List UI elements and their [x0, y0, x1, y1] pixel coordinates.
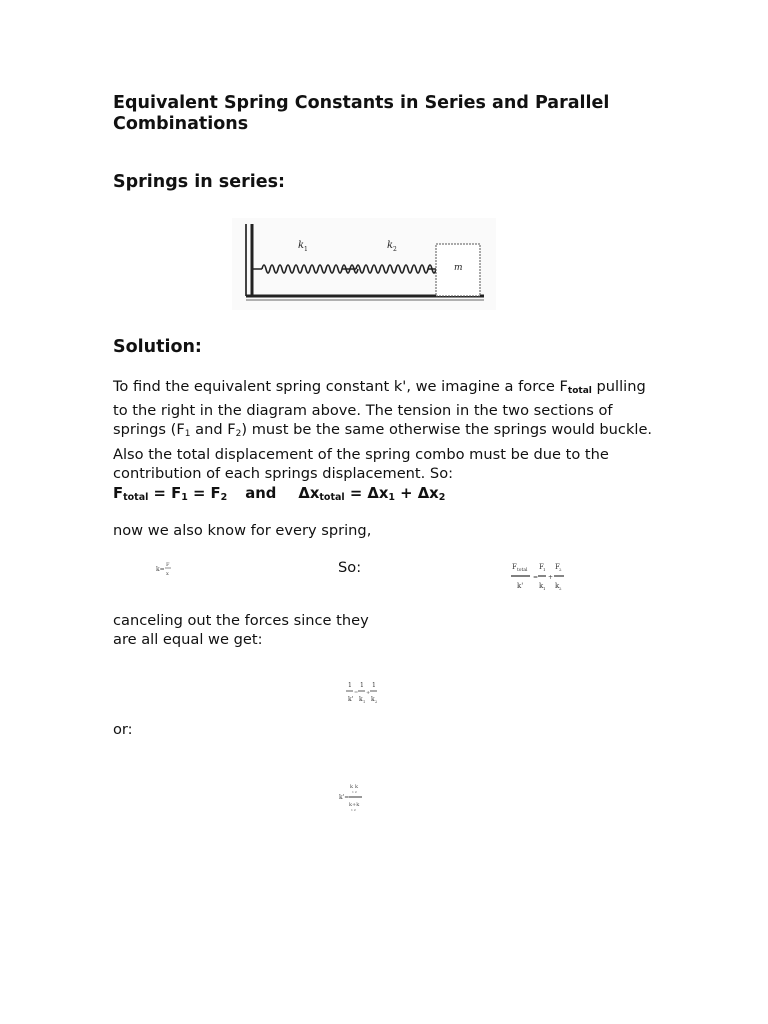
svg-text:=: = [354, 690, 359, 696]
svg-text:1: 1 [360, 682, 364, 689]
svg-text:1 2: 1 2 [351, 808, 356, 812]
svg-text:k: k [350, 784, 354, 790]
svg-text:=: = [533, 574, 539, 581]
paragraph-sub-2: 2 [235, 429, 242, 440]
canceling-text-line-1: canceling out the forces since they [113, 612, 369, 629]
svg-text:1: 1 [543, 567, 546, 572]
svg-text:1: 1 [372, 682, 376, 689]
svg-text:total: total [517, 568, 528, 573]
hooke-law-formula-image [155, 558, 179, 580]
and-word: and [245, 485, 277, 502]
paragraph-text-4: ) must be the same otherwise the springs would buckle. Also the total displacement of the spring combo must be due to the contribution of each springs displacement. So: [113, 421, 653, 482]
svg-text:k: k [555, 582, 560, 590]
svg-text:F: F [555, 563, 560, 571]
or-label: or: [113, 721, 133, 738]
series-displacement-formula-image [508, 556, 570, 598]
svg-text:k: k [359, 696, 363, 703]
paragraph-text-1: To find the equivalent spring constant k', we imagine a force F [113, 378, 568, 395]
svg-text:F: F [166, 562, 170, 568]
svg-text:k+k: k+k [349, 802, 360, 808]
svg-text:k': k' [348, 696, 354, 703]
section-heading-solution: Solution: [113, 337, 202, 357]
canceling-text-line-2: are all equal we get: [113, 631, 263, 648]
springs-diagram [232, 218, 496, 310]
svg-text:F: F [539, 563, 544, 571]
svg-text:k=: k= [156, 566, 165, 573]
force-displacement-equation: $F_{total} = F_1 = F_2$ and $\Delta x_{total} = \Delta x_1 + \Delta x_2$ [113, 485, 446, 503]
paragraph-text-3: and F [190, 421, 236, 439]
svg-text:+: + [366, 690, 371, 696]
svg-text:x: x [166, 571, 169, 577]
section-heading-series: Springs in series: [113, 172, 286, 192]
svg-text:k: k [539, 582, 544, 590]
solution-paragraph [113, 377, 658, 483]
svg-text:k: k [355, 784, 359, 790]
svg-text:1: 1 [543, 586, 546, 591]
so-label: So: [338, 559, 362, 576]
paragraph-sub-1: 1 [184, 429, 191, 440]
paragraph-sub-total: total [567, 386, 592, 396]
svg-text:1 2: 1 2 [352, 790, 357, 794]
svg-text:1: 1 [363, 700, 366, 704]
svg-text:k'=: k'= [339, 794, 350, 801]
equivalent-k-formula-image [338, 778, 364, 818]
svg-text:+: + [548, 574, 554, 581]
svg-text:k: k [371, 696, 375, 703]
mass-label: m [454, 263, 463, 273]
paragraph-text-2: pulling to the right in the diagram above. The tension in the two sections of springs (F [113, 378, 646, 439]
every-spring-text: now we also know for every spring, [113, 522, 372, 539]
svg-text:1: 1 [348, 682, 352, 689]
reciprocal-sum-formula-image [345, 676, 379, 712]
svg-text:2: 2 [375, 700, 378, 704]
k2-label: k [387, 240, 394, 251]
k2-sub-label: 2 [393, 246, 397, 253]
page-title: Equivalent Spring Constants in Series and Parallel Combinations [113, 93, 610, 134]
k1-sub-label: 1 [304, 246, 308, 253]
svg-text:F: F [512, 563, 517, 571]
svg-text:2: 2 [559, 567, 562, 572]
svg-text:2: 2 [559, 586, 562, 591]
k1-label: k [298, 240, 305, 251]
svg-text:k': k' [517, 582, 524, 590]
